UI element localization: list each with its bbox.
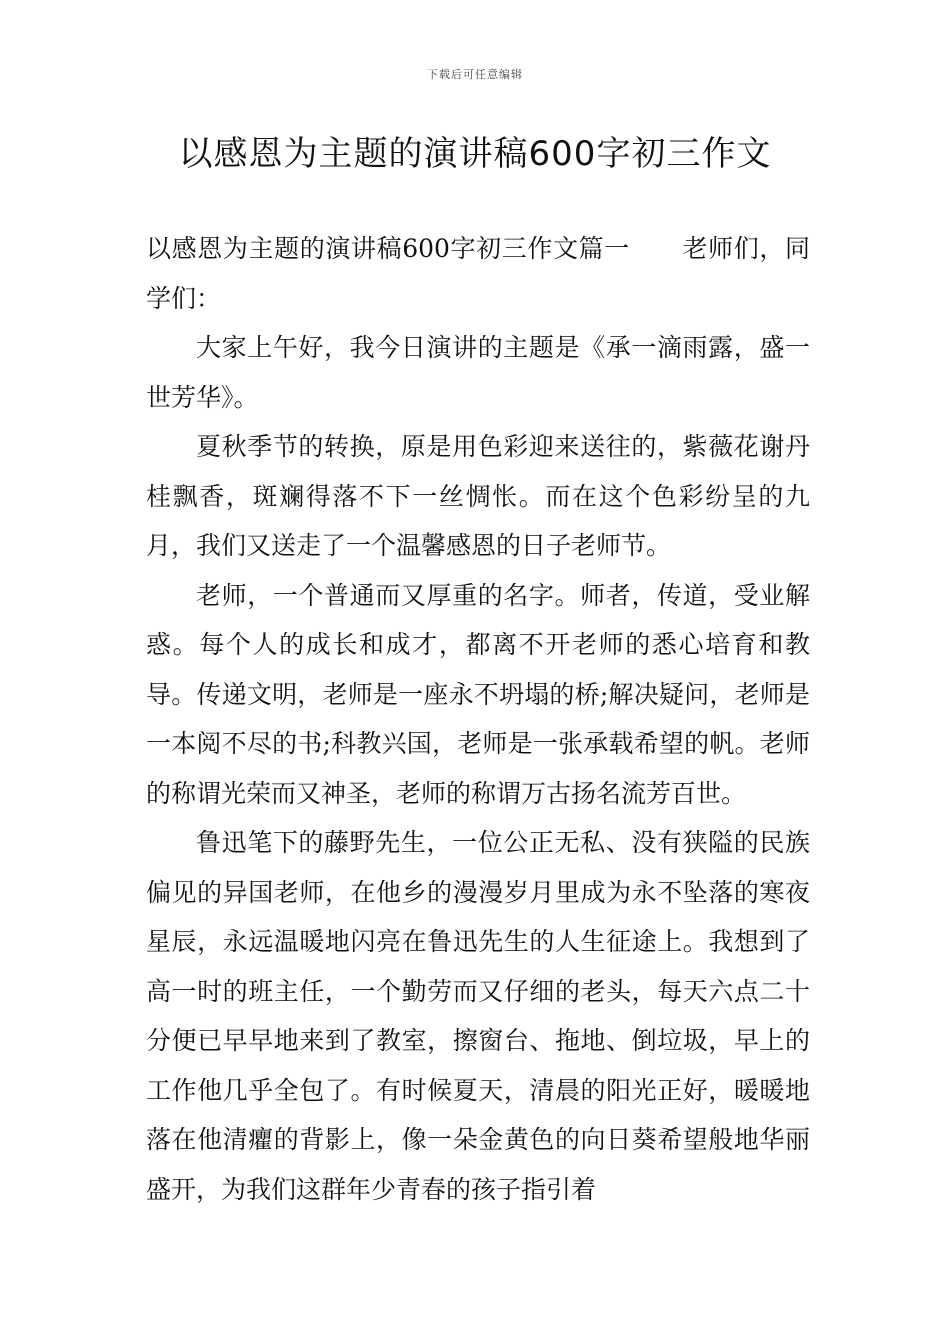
intro-heading: 以感恩为主题的演讲稿600字初三作文篇一 [146, 234, 630, 263]
body-paragraph-3: 老师，一个普通而又厚重的名字。师者，传道，受业解惑。每个人的成长和成才，都离不开老师的悉心培育和教导。传递文明，老师是一座永不坍塌的桥;解决疑问，老师是一本阅不尽的书;科教兴国，老师是一张承载希望的帆。老师的称谓光荣而又神圣，老师的称谓万古扬名流芳百世。 [146, 580, 810, 808]
body-paragraph-2: 夏秋季节的转换，原是用色彩迎来送往的，紫薇花谢丹桂飘香，斑斓得落不下一丝惆怅。而在这个色彩纷呈的九月，我们又送走了一个温馨感恩的日子老师节。 [146, 432, 810, 560]
header-note: 下载后可任意编辑 [427, 68, 523, 81]
salutation: 老师们，同学们： [146, 234, 810, 313]
document-body [146, 224, 810, 1214]
body-paragraph-1: 大家上午好，我今日演讲的主题是《承一滴雨露，盛一世芳华》。 [146, 333, 810, 412]
body-paragraph-4: 鲁迅笔下的藤野先生，一位公正无私、没有狭隘的民族偏见的异国老师，在他乡的漫漫岁月里成为永不坠落的寒夜星辰，永远温暖地闪亮在鲁迅先生的人生征途上。我想到了高一时的班主任，一个勤劳而又仔细的老头，每天六点二十分便已早早地来到了教室，擦窗台、拖地、倒垃圾，早上的工作他几乎全包了。有时候夏天，清晨的阳光正好，暖暖地落在他清癯的背影上，像一朵金黄色的向日葵希望般地华丽盛开，为我们这群年少青春的孩子指引着 [146, 828, 810, 1204]
intro-paragraph [146, 224, 810, 323]
document-title: 以感恩为主题的演讲稿600字初三作文 [178, 134, 772, 174]
